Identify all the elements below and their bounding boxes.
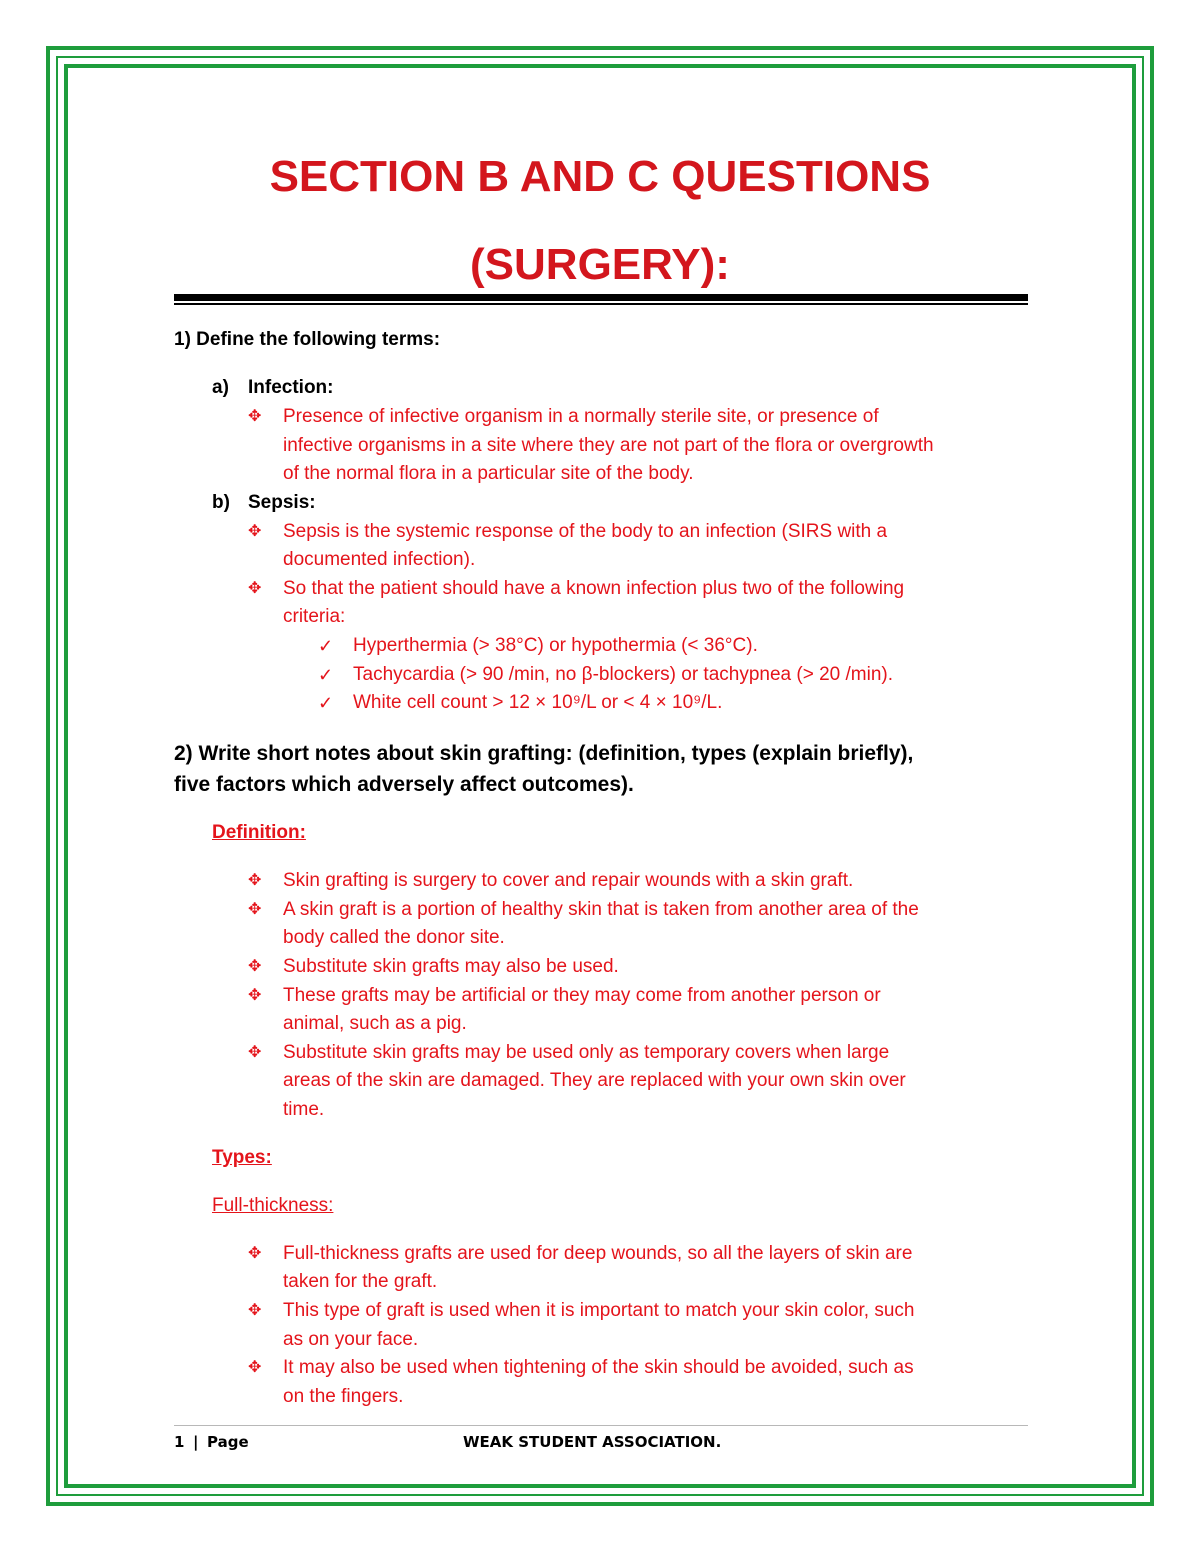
full-thickness-line: as on your face. [283,1329,419,1350]
full-thickness-heading: Full-thickness: [212,1195,334,1216]
diamond-bullet-icon: ✥ [248,408,262,425]
diamond-bullet-icon: ✥ [248,1302,262,1319]
definition-line: Substitute skin grafts may also be used. [283,956,619,977]
answer-line: criteria: [283,606,346,627]
answer-line: Sepsis is the systemic response of the body to an infection (SIRS with a [283,521,888,542]
definition-line: A skin graft is a portion of healthy skin that is taken from another area of the [283,899,919,920]
criteria-item: Hyperthermia (> 38°C) or hypothermia (< 36°C). [353,635,758,656]
question-1: 1) Define the following terms: [174,329,441,350]
diamond-bullet-icon: ✥ [248,1359,262,1376]
full-thickness-line: taken for the graft. [283,1271,438,1292]
diamond-bullet-icon: ✥ [248,523,262,540]
definition-line: These grafts may be artificial or they may come from another person or [283,985,881,1006]
full-thickness-line: Full-thickness grafts are used for deep wounds, so all the layers of skin are [283,1243,913,1264]
diamond-bullet-icon: ✥ [248,872,262,889]
title-rule-thick [174,294,1028,301]
diamond-bullet-icon: ✥ [248,958,262,975]
full-thickness-line: This type of graft is used when it is important to match your skin color, such [283,1300,915,1321]
definition-line: Skin grafting is surgery to cover and repair wounds with a skin graft. [283,870,854,891]
footer-association: WEAK STUDENT ASSOCIATION. [463,1433,722,1451]
title-rule-thin [174,303,1028,305]
answer-line: Presence of infective organism in a normally sterile site, or presence of [283,406,879,427]
term-sepsis: Sepsis: [248,492,316,513]
checkmark-icon: ✓ [318,636,334,656]
answer-line: infective organisms in a site where they are not part of the flora or overgrowth [283,435,934,456]
definition-line: Substitute skin grafts may be used only as temporary covers when large [283,1042,890,1063]
diamond-bullet-icon: ✥ [248,1044,262,1061]
item-b-label: b) [212,492,230,513]
definition-line: body called the donor site. [283,927,505,948]
definition-heading: Definition: [212,822,306,843]
answer-line: So that the patient should have a known infection plus two of the following [283,578,905,599]
criteria-item: Tachycardia (> 90 /min, no β-blockers) or tachypnea (> 20 /min). [353,664,893,685]
full-thickness-line: on the fingers. [283,1386,404,1407]
diamond-bullet-icon: ✥ [248,901,262,918]
checkmark-icon: ✓ [318,665,334,685]
document-title: SECTION B AND C QUESTIONS [269,152,931,201]
criteria-item: White cell count > 12 × 10⁹/L or < 4 × 10⁹/L. [353,692,723,713]
footer-rule [174,1425,1028,1426]
page-number: 1 [174,1433,185,1451]
definition-line: areas of the skin are damaged. They are replaced with your own skin over [283,1070,906,1091]
full-thickness-line: It may also be used when tightening of the skin should be avoided, such as [283,1357,914,1378]
types-heading: Types: [212,1147,272,1168]
diamond-bullet-icon: ✥ [248,580,262,597]
page-label: Page [207,1433,249,1451]
term-infection: Infection: [248,377,334,398]
question-2: five factors which adversely affect outcomes). [174,773,634,796]
definition-line: time. [283,1099,325,1120]
item-a-label: a) [212,377,229,398]
definition-line: animal, such as a pig. [283,1013,467,1034]
document-subtitle: (SURGERY): [470,240,730,289]
checkmark-icon: ✓ [318,693,334,713]
diamond-bullet-icon: ✥ [248,987,262,1004]
footer-separator: | [193,1433,199,1451]
question-2: 2) Write short notes about skin grafting: (definition, types (explain briefly), [174,742,914,765]
answer-line: documented infection). [283,549,476,570]
diamond-bullet-icon: ✥ [248,1245,262,1262]
answer-line: of the normal flora in a particular site of the body. [283,463,694,484]
